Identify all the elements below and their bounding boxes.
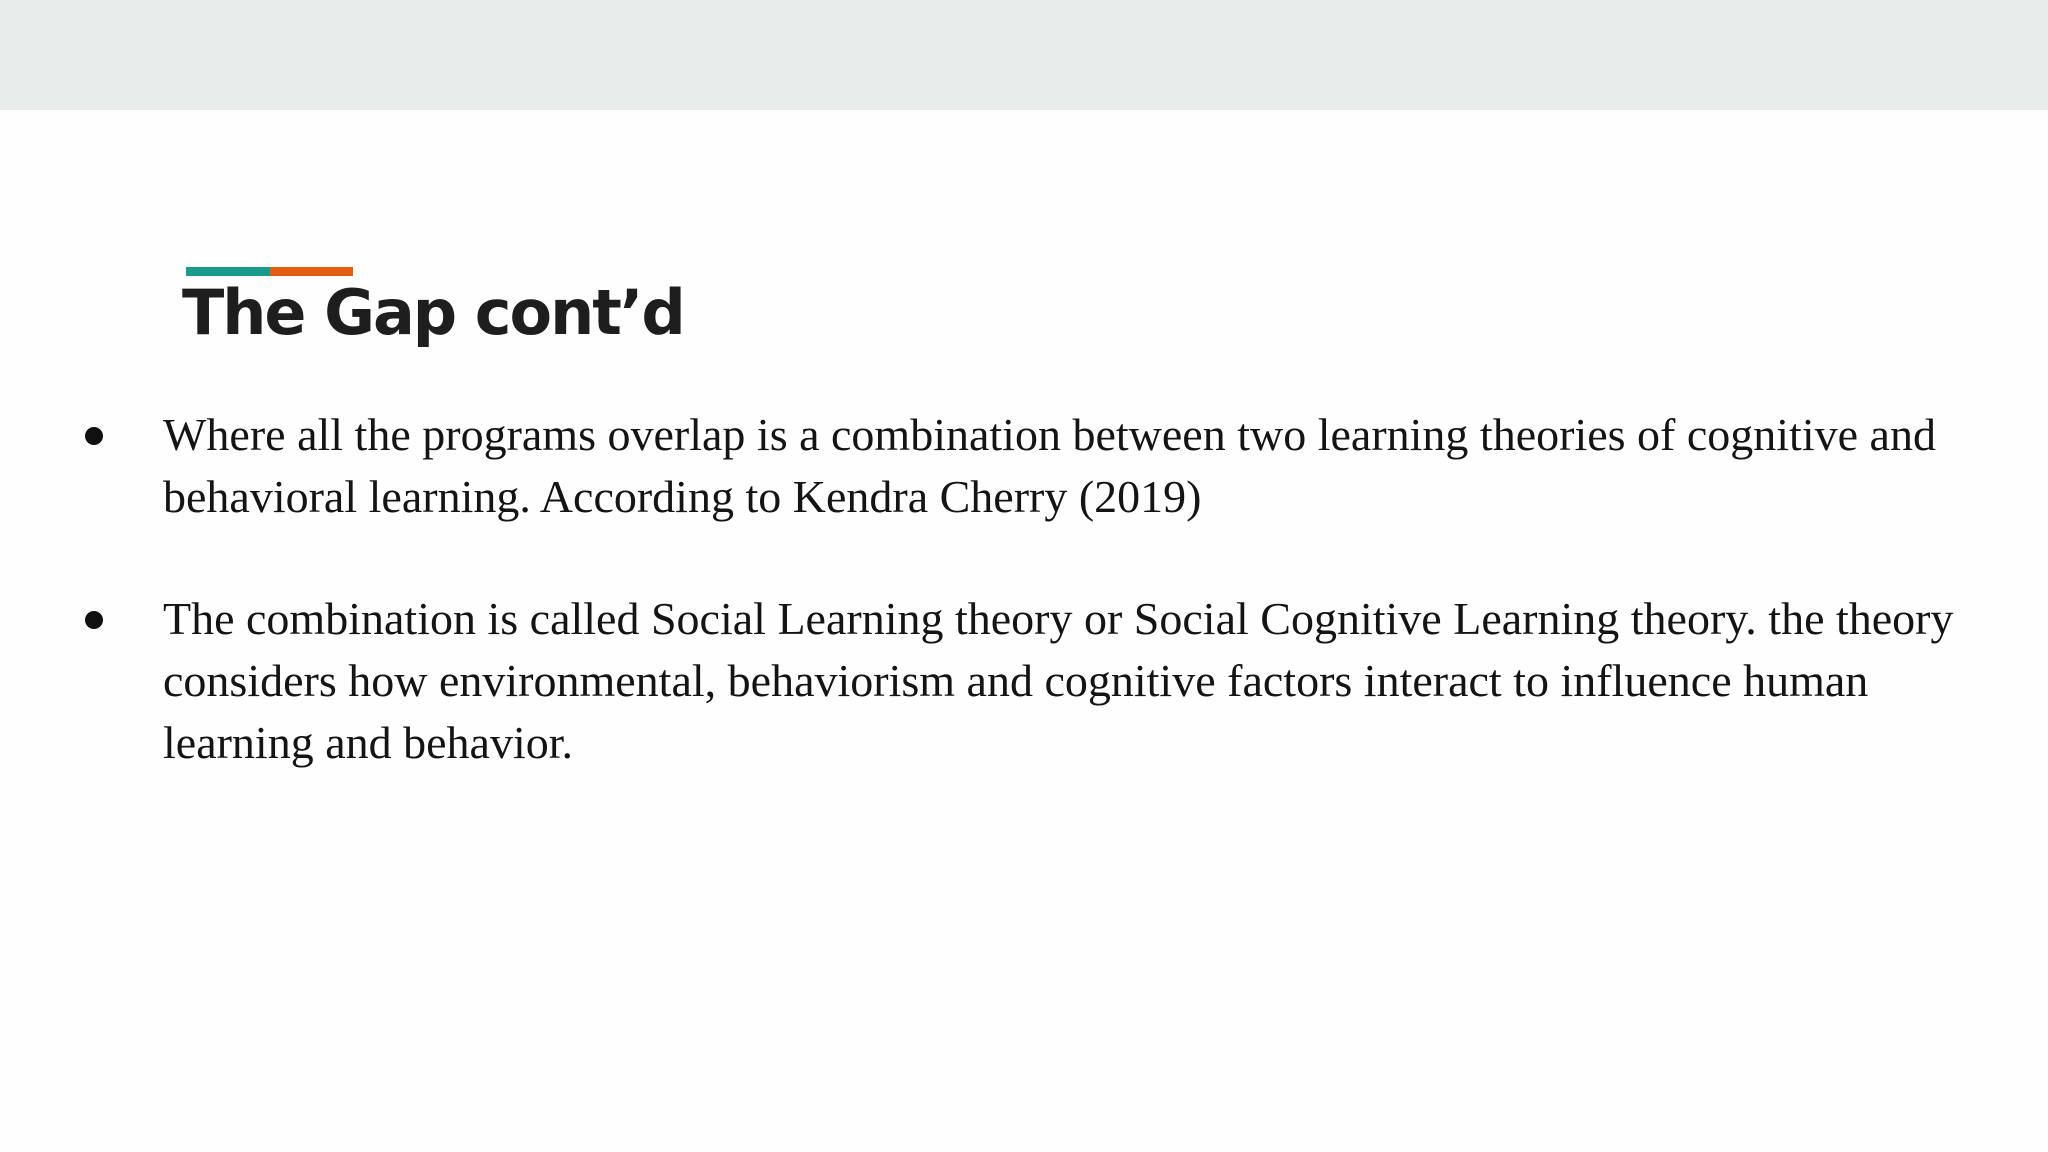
bullet-dot-icon — [85, 427, 103, 445]
list-item — [76, 404, 1996, 528]
list-item — [76, 588, 1996, 774]
bullet-text: The combination is called Social Learning theory or Social Cognitive Learning theory. the theory considers how environmental, behaviorism and cognitive factors interact to influence human learning and behavior. — [163, 593, 1954, 768]
bullet-text: Where all the programs overlap is a combination between two learning theories of cognitive and behavioral learning. According to Kendra Cherry (2019) — [163, 409, 1936, 522]
bullet-list — [76, 404, 1996, 774]
top-toolbar-band — [0, 0, 2048, 110]
bullet-dot-icon — [85, 611, 103, 629]
slide-title: The Gap cont’d — [182, 276, 684, 349]
